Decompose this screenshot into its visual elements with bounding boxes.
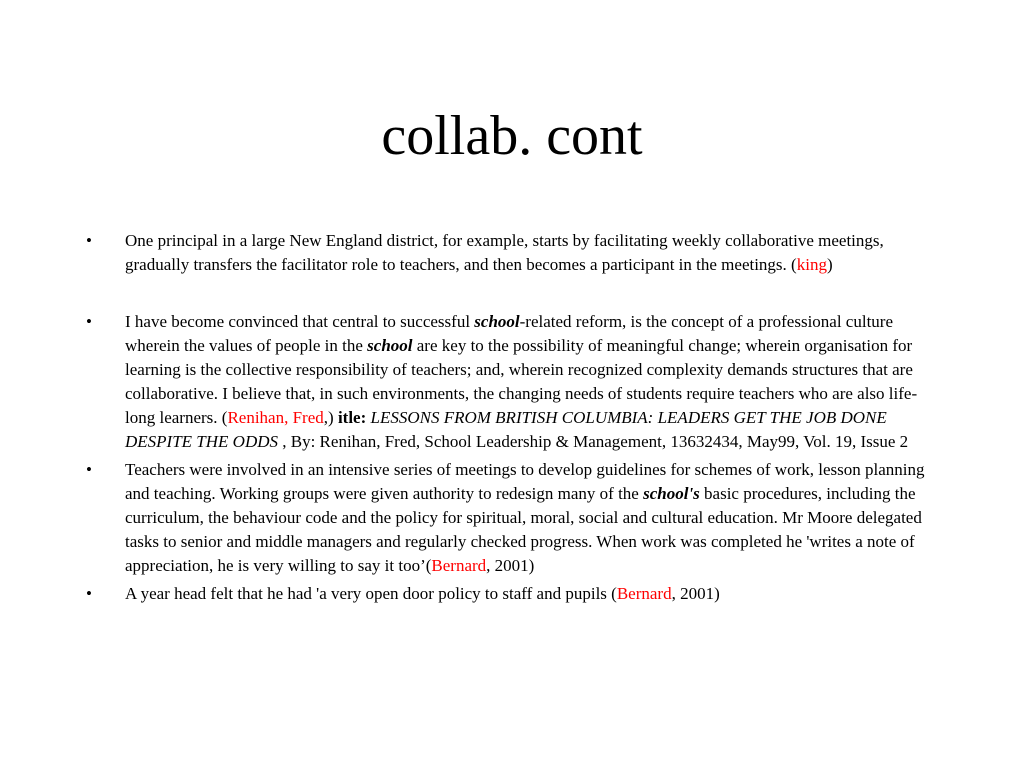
bullet-text: , 2001) [486,556,535,575]
bullet-text: Teachers were involved in an intensive series of meetings to develop guidelines for schemes of work, lesson planning and teaching. Working groups were given authority to redesign many of the [125,460,925,503]
emphasis: school [367,336,413,355]
bullet-item [86,229,946,277]
bullet-item [86,310,946,454]
bullet-text: , By: Renihan, Fred, School Leadership & Management, 13632434, May99, Vol. 19, Issue 2 [278,432,909,451]
citation: king [796,255,827,274]
title-label: itle: [337,408,367,427]
bullet-text: ) [826,255,833,274]
citation: Bernard [616,584,672,603]
bullet-text: One principal in a large New England district, for example, starts by facilitating weekly collaborative meetings, gradually transfers the facilitator role to teachers, and then becomes a participant in the meetings. ( [125,231,884,274]
bullet-text: basic procedures, including the curriculum, the behaviour code and the policy for spiritual, moral, social and cultural education. Mr Moore delegated tasks to senior and middle managers and regularly checked progress. When work was completed he 'writes a note of appreciation, he is very willing to say it too’( [125,484,922,575]
bullet-text: , 2001) [671,584,720,603]
work-title: LESSONS FROM BRITISH COLUMBIA: LEADERS GET THE JOB DONE DESPITE THE ODDS [125,408,887,451]
bullet-marker: • [86,231,92,250]
bullet-text: A year head felt that he had 'a very open door policy to staff and pupils ( [125,584,617,603]
emphasis: school [474,312,520,331]
slide-title: collab. cont [381,105,643,167]
emphasis: school's [643,484,700,503]
bullet-marker: • [86,312,92,331]
bullet-text: -related reform, is the concept of a professional culture wherein the values of people in the [125,312,894,355]
bullet-marker: • [86,460,92,479]
bullet-list [86,229,946,606]
citation: Renihan, Fred [227,408,324,427]
bullet-text: are key to the possibility of meaningful change; wherein organisation for learning is the collective responsibility of teachers; and, wherein recognized complexity demands structures that are collaborative. I believe that, in such environments, the changing needs of students require teachers who are also life-long learners. ( [125,336,918,427]
citation: Bernard [431,556,487,575]
bullet-text: ,) [323,408,338,427]
bullet-item [86,458,946,578]
bullet-item [86,582,946,606]
bullet-marker: • [86,584,92,603]
bullet-text: I have become convinced that central to successful [125,312,475,331]
